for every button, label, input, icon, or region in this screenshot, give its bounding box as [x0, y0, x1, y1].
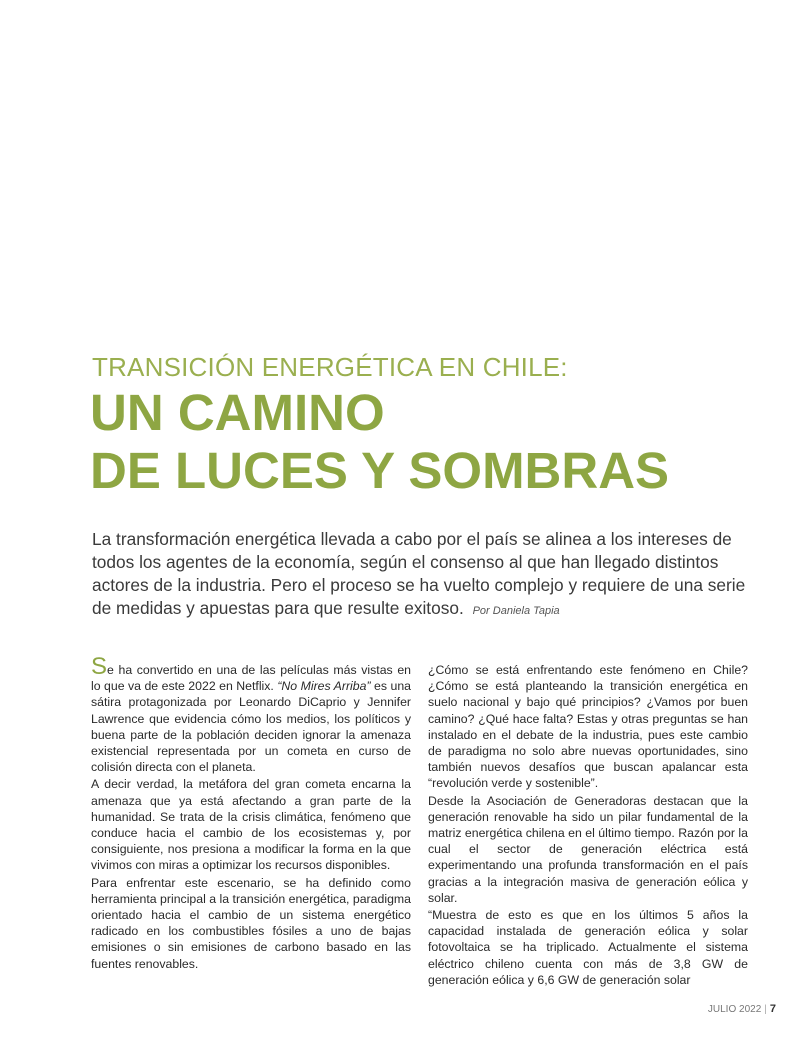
- paragraph: [91, 653, 411, 775]
- article-lead: [92, 528, 752, 623]
- article-headline: [90, 384, 669, 500]
- paragraph: Para enfrentar este escenario, se ha definido como herramienta principal a la transición energética, paradigma orientado hacia el cambio de un sistema energético radicado en los combustibles fósiles a uno de bajas emisiones o sin emisiones de carbono basado en las fuentes renovables.: [91, 875, 411, 971]
- paragraph: “Muestra de esto es que en los últimos 5 años la capacidad instalada de generación eólica y solar fotovoltaica se ha triplicado. Actualmente el sistema eléctrico chileno cuenta con más de 3,8 GW de generación eólica y 6,6 GW de generación solar: [428, 908, 748, 987]
- issue-date: JULIO 2022: [707, 1004, 762, 1015]
- headline-line-1: UN CAMINO: [90, 384, 385, 441]
- byline: Por Daniela Tapia: [472, 605, 560, 617]
- body-column-right: [428, 662, 748, 989]
- lead-text: La transformación energética llevada a cabo por el país se alinea a los intereses de todos los agentes de la economía, según el consenso al que han llegado distintos actores de la industria. Pero el proceso se ha vuelto complejo y requiere de una serie de medidas y apuestas para que resulte exitoso.: [92, 529, 746, 618]
- body-column-left: [91, 653, 411, 973]
- paragraph: Desde la Asociación de Generadoras destacan que la generación renovable ha sido un pilar fundamental de la matriz energética chilena en el último tiempo. Razón por la cual el sector de generación eléctrica está experimentando una profunda transformación en el país gracias a la integración masiva de generación eólica y solar.: [428, 793, 748, 905]
- footer-separator: |: [764, 1004, 767, 1015]
- film-title: “No Mires Arriba”: [277, 679, 371, 694]
- article-kicker: TRANSICIÓN ENERGÉTICA EN CHILE:: [92, 352, 568, 382]
- page-number: 7: [769, 1003, 776, 1015]
- paragraph-text: es una sátira protagonizada por Leonardo DiCaprio y Jennifer Lawrence que evidencia cómo los medios, los políticos y buena parte de la población deciden ignorar la amenaza existencial representada por un cometa en curso de colisión directa con el planeta.: [91, 679, 411, 775]
- paragraph-text: e ha convertido en una de las películas más vistas en lo que va de este 2022 en Netflix.: [91, 663, 411, 694]
- paragraph: ¿Cómo se está enfrentando este fenómeno en Chile? ¿Cómo se está planteando la transición energética en suelo nacional y bajo qué principios? ¿Vamos por buen camino? ¿Qué hace falta? Estas y otras preguntas se han instalado en el debate de la industria, pues este cambio de paradigma no solo abre nuevas oportunidades, sino también nuevos desafíos que buscan apalancar esta “revolución verde y sostenible”.: [428, 663, 748, 791]
- page-footer: [708, 1003, 776, 1015]
- drop-cap: S: [91, 653, 108, 680]
- paragraph: A decir verdad, la metáfora del gran cometa encarna la amenaza que ya está afectando a gran parte de la humanidad. Se trata de la crisis climática, fenómeno que conduce hacia el cambio de los ecosistemas y, por consiguiente, nos presiona a modificar la forma en la que vivimos con miras a optimizar los recursos disponibles.: [91, 777, 411, 873]
- headline-line-2: DE LUCES Y SOMBRAS: [90, 442, 670, 499]
